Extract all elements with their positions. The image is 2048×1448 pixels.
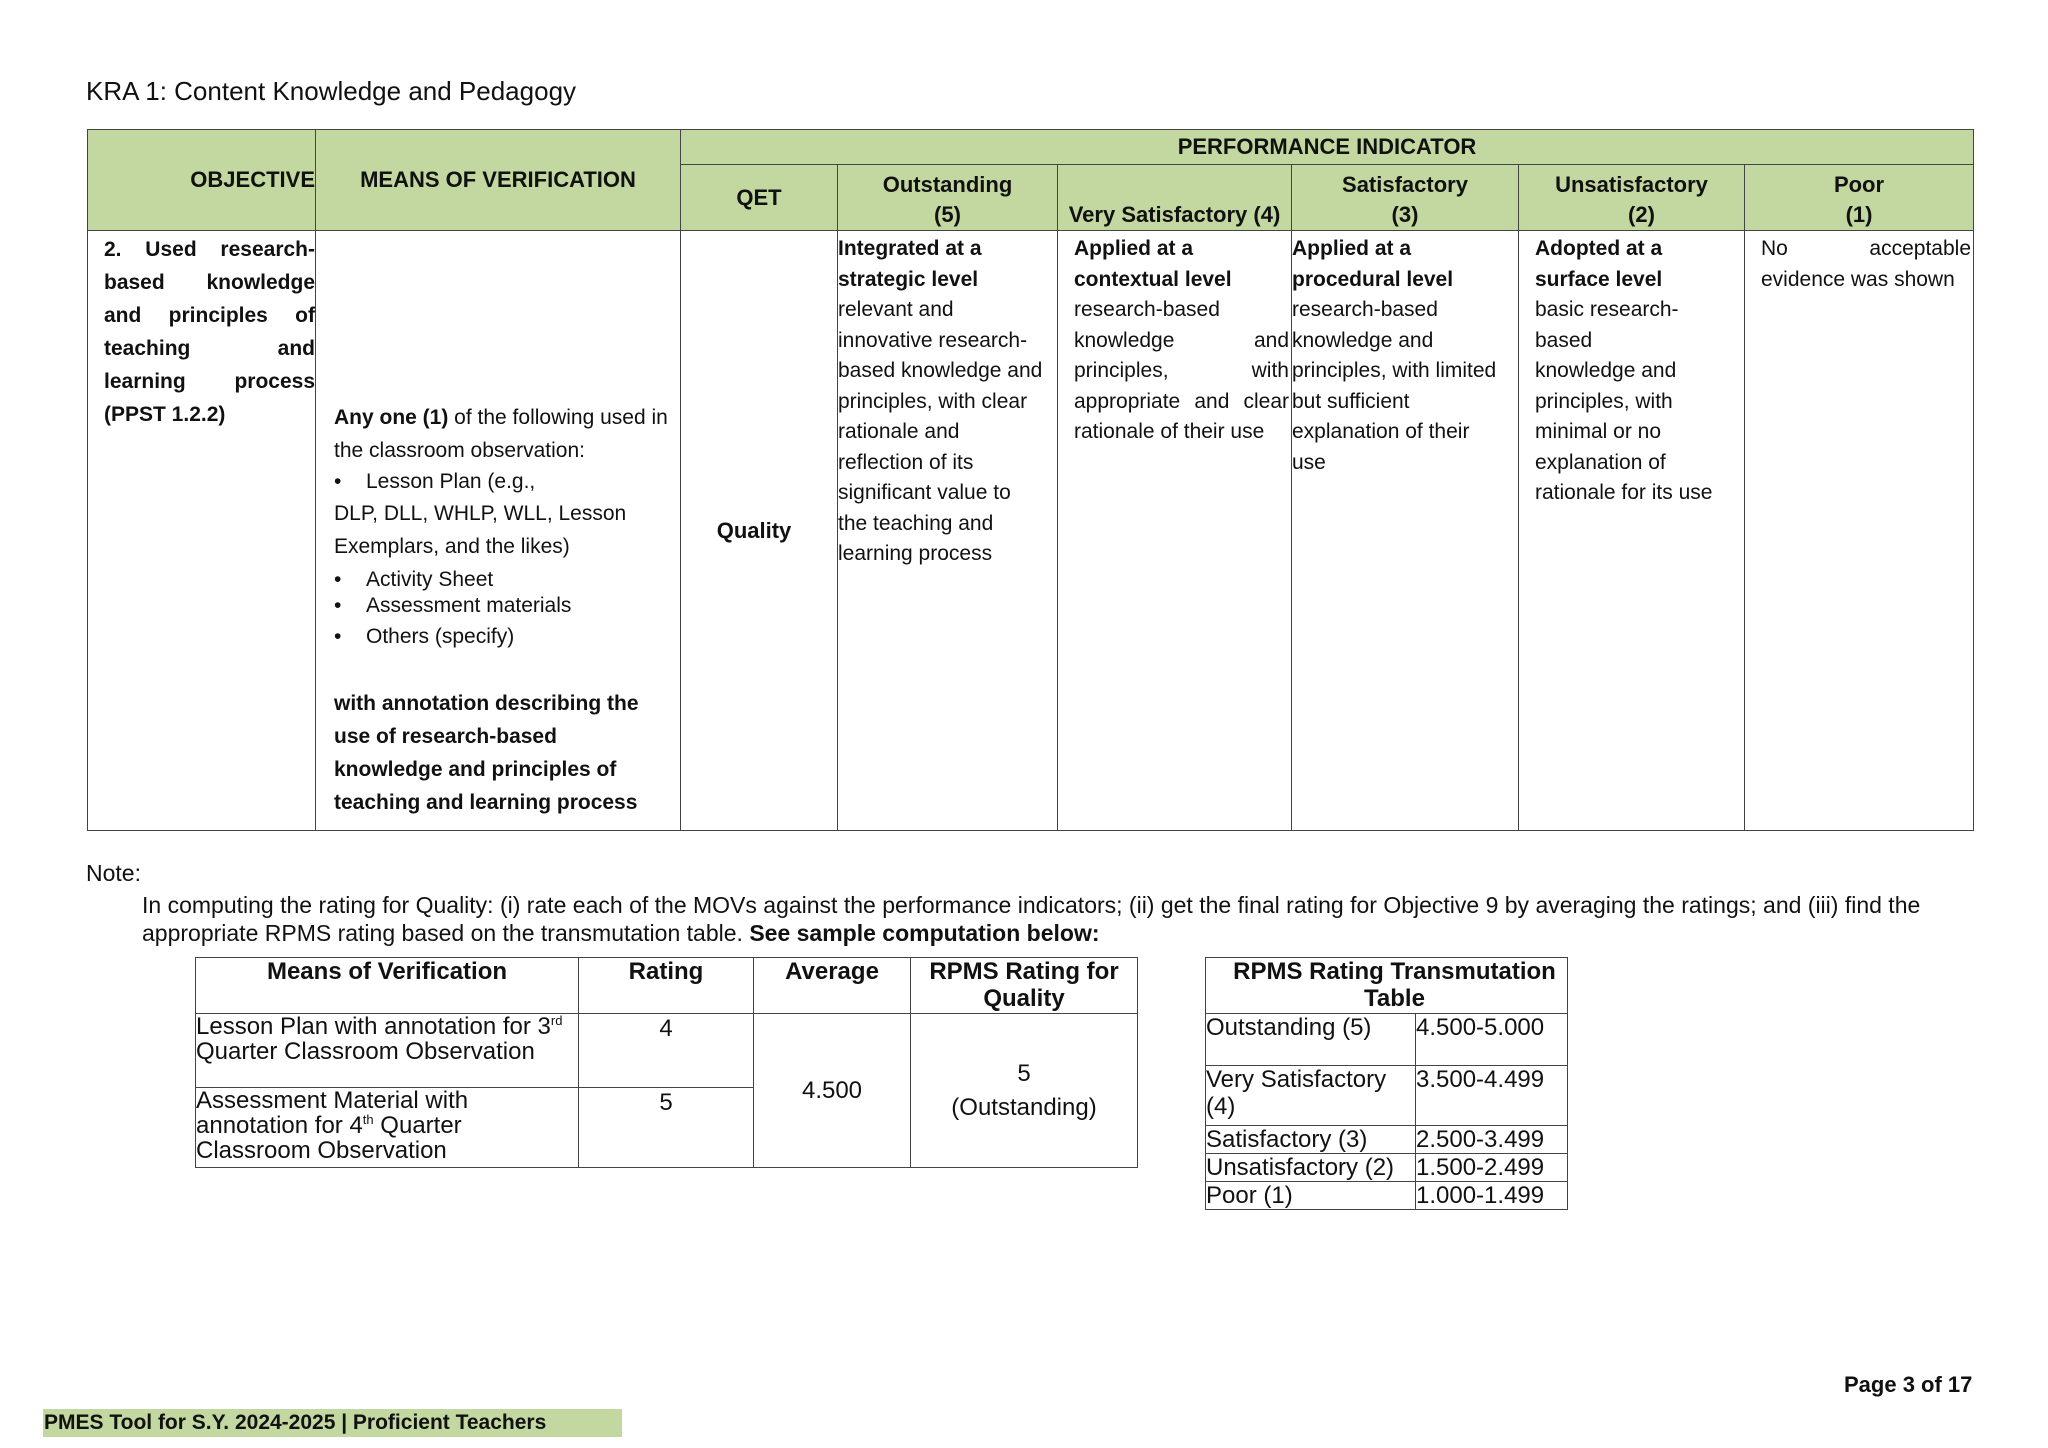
sample-mov: Assessment Material with annotation for 4th Quarter Classroom Observation <box>196 1088 579 1168</box>
objective-header: OBJECTIVE <box>88 130 316 231</box>
objective-cell: 2. Used research- based knowledge and principles of teaching and learning process (PPST 1.2.2) <box>88 231 316 831</box>
sample-header-rating: Rating <box>579 958 754 1014</box>
transmutation-table <box>1205 957 1568 1210</box>
sample-rpms-rating: 5 (Outstanding) <box>911 1014 1138 1168</box>
page-number: Page 3 of 17 <box>1844 1372 1973 1397</box>
table-row: Unsatisfactory (2) 1.500-2.499 <box>1206 1154 1568 1182</box>
table-row: Satisfactory (3) 2.500-3.499 <box>1206 1126 1568 1154</box>
indicator-outstanding: Integrated at a strategic level relevant and innovative research- based knowledge and principles, with clear rationale and reflection of its significant value to the teaching and learning process <box>838 231 1058 831</box>
indicator-satisfactory: Applied at a procedural level research-based knowledge and principles, with limited but sufficient explanation of their use <box>1292 231 1519 831</box>
qet-cell: Quality <box>681 231 838 831</box>
mov-bullet: • Others (specify) <box>334 625 515 648</box>
note-text: In computing the rating for Quality: (i) rate each of the MOVs against the performance indicators; (ii) get the final rating for Objective 9 by averaging the ratings; and (iii) find the appropriate RPMS rating based on the transmutation table. See sample computation below: <box>142 892 1921 946</box>
indicator-very-satisfactory: Applied at a contextual level research-based knowledge and principles, with appropriate and clear rationale of their use <box>1058 231 1292 831</box>
sample-average: 4.500 <box>754 1014 911 1168</box>
table-row: Very Satisfactory (4) 3.500-4.499 <box>1206 1066 1568 1126</box>
note-label: Note: <box>86 860 141 886</box>
sample-computation-table <box>195 957 1138 1168</box>
mov-bullet: • Activity Sheet <box>334 568 494 591</box>
sample-header-rpms: RPMS Rating for Quality <box>911 958 1138 1014</box>
qet-header: QET <box>681 165 838 231</box>
footer-label: PMES Tool for S.Y. 2024-2025 | Proficient Teachers <box>43 1409 622 1437</box>
table-row <box>196 1014 1138 1088</box>
indicator-poor: No acceptable evidence was shown <box>1745 231 1974 831</box>
mov-cell: Any one (1) of the following used in the classroom observation: • Lesson Plan (e.g., DLP, DLL, WHLP, WLL, Lesson Exemplars, and the likes) • Activity Sheet • Assessment materials • Others (specify) with annotation describing the use of research-based knowledge and principles of teaching and learning process <box>316 231 681 831</box>
transmutation-title: RPMS Rating Transmutation Table <box>1206 958 1568 1014</box>
mov-bullet: • Lesson Plan (e.g., <box>334 470 536 493</box>
sample-rating: 4 <box>579 1014 754 1088</box>
sample-header-average: Average <box>754 958 911 1014</box>
table-row: Poor (1) 1.000-1.499 <box>1206 1182 1568 1210</box>
level-header-unsatisfactory: Unsatisfactory (2) <box>1519 165 1745 231</box>
sample-header-mov: Means of Verification <box>196 958 579 1014</box>
performance-indicator-header: PERFORMANCE INDICATOR <box>681 130 1974 165</box>
level-header-outstanding: Outstanding (5) <box>838 165 1058 231</box>
level-header-poor: Poor (1) <box>1745 165 1974 231</box>
kra-performance-table <box>87 129 1974 831</box>
level-header-satisfactory: Satisfactory (3) <box>1292 165 1519 231</box>
table-row: Outstanding (5) 4.500-5.000 <box>1206 1014 1568 1066</box>
indicator-unsatisfactory: Adopted at a surface level basic research- based knowledge and principles, with minimal or no explanation of rationale for its use <box>1519 231 1745 831</box>
level-header-very-satisfactory: Very Satisfactory (4) <box>1058 165 1292 231</box>
sample-mov: Lesson Plan with annotation for 3rd Quarter Classroom Observation <box>196 1014 579 1088</box>
mov-bullet: • Assessment materials <box>334 594 572 617</box>
sample-rating: 5 <box>579 1088 754 1168</box>
mov-annotation: with annotation describing the use of research-based knowledge and principles of teaching and learning process <box>334 692 639 814</box>
mov-header: MEANS OF VERIFICATION <box>316 130 681 231</box>
kra-title: KRA 1: Content Knowledge and Pedagogy <box>86 76 577 106</box>
